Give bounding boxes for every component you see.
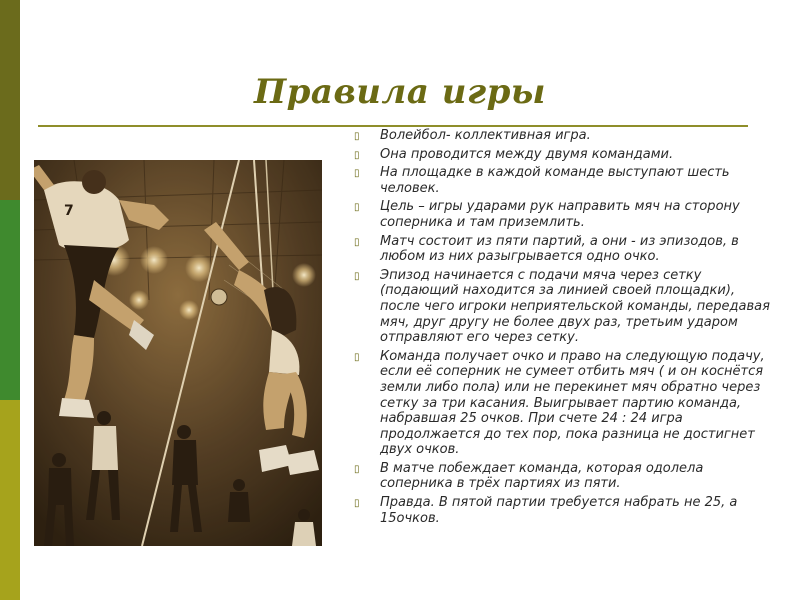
list-item-text: Цель – игры ударами рук направить мяч на сторону соперника и там приземлить. [380, 199, 740, 230]
list-item [354, 268, 774, 346]
left-accent-bar [0, 0, 20, 600]
list-item [354, 234, 774, 265]
list-item [354, 349, 774, 458]
bullet-icon: ▯ [354, 351, 360, 363]
bullet-icon: ▯ [354, 202, 360, 214]
accent-segment-bottom [0, 400, 20, 600]
list-item-text: Эпизод начинается с подачи мяча через сетку (подающий находится за линией своей площадки), после чего игроки неприятельской команды, передавая мяч, друг другу не более двух раз, третьим ударом отправляют его через сетку. [380, 267, 770, 346]
list-item [354, 461, 774, 492]
bullet-icon: ▯ [354, 236, 360, 248]
bullet-icon: ▯ [354, 463, 360, 475]
accent-segment-top [0, 0, 20, 200]
list-item-text: Волейбол- коллективная игра. [380, 128, 591, 143]
bullet-icon: ▯ [354, 498, 360, 510]
list-item [354, 147, 774, 163]
list-item-text: На площадке в каждой команде выступают шесть человек. [380, 165, 730, 196]
list-item [354, 495, 774, 526]
bullet-icon: ▯ [354, 131, 360, 142]
volleyball-action-photo-icon [34, 160, 322, 546]
list-item [354, 199, 774, 230]
svg-text:7: 7 [64, 203, 74, 219]
list-item-text: Правда. В пятой партии требуется набрать не 25, а 15очков. [380, 495, 738, 526]
bullet-icon: ▯ [354, 270, 360, 282]
accent-segment-middle [0, 200, 20, 400]
bullet-icon: ▯ [354, 149, 360, 161]
list-item-text: Она проводится между двумя командами. [380, 146, 674, 162]
bullet-icon: ▯ [354, 168, 360, 180]
title-divider [38, 125, 748, 127]
list-item-text: Матч состоит из пяти партий, а они - из эпизодов, в любом из них разыгрывается одно очко. [380, 233, 739, 265]
list-item [354, 165, 774, 196]
slide-title: Правила игры [254, 72, 546, 112]
rules-list [354, 128, 774, 529]
list-item-text: Команда получает очко и право на следующую подачу, если её соперник не сумеет отбить мяч ( и он коснётся земли либо пола) или не перекинет мяч обратно через сетку за три касания. Выигрывает партию команда, набравшая 25 очков. При счете 24 : 24 игра продолжается до тех пор, пока разница не достигнет двух очков. [380, 348, 765, 458]
volleyball-photo [34, 160, 322, 546]
list-item-text: В матче побеждает команда, которая одолела соперника в трёх партиях из пяти. [380, 460, 704, 492]
list-item [354, 128, 774, 144]
